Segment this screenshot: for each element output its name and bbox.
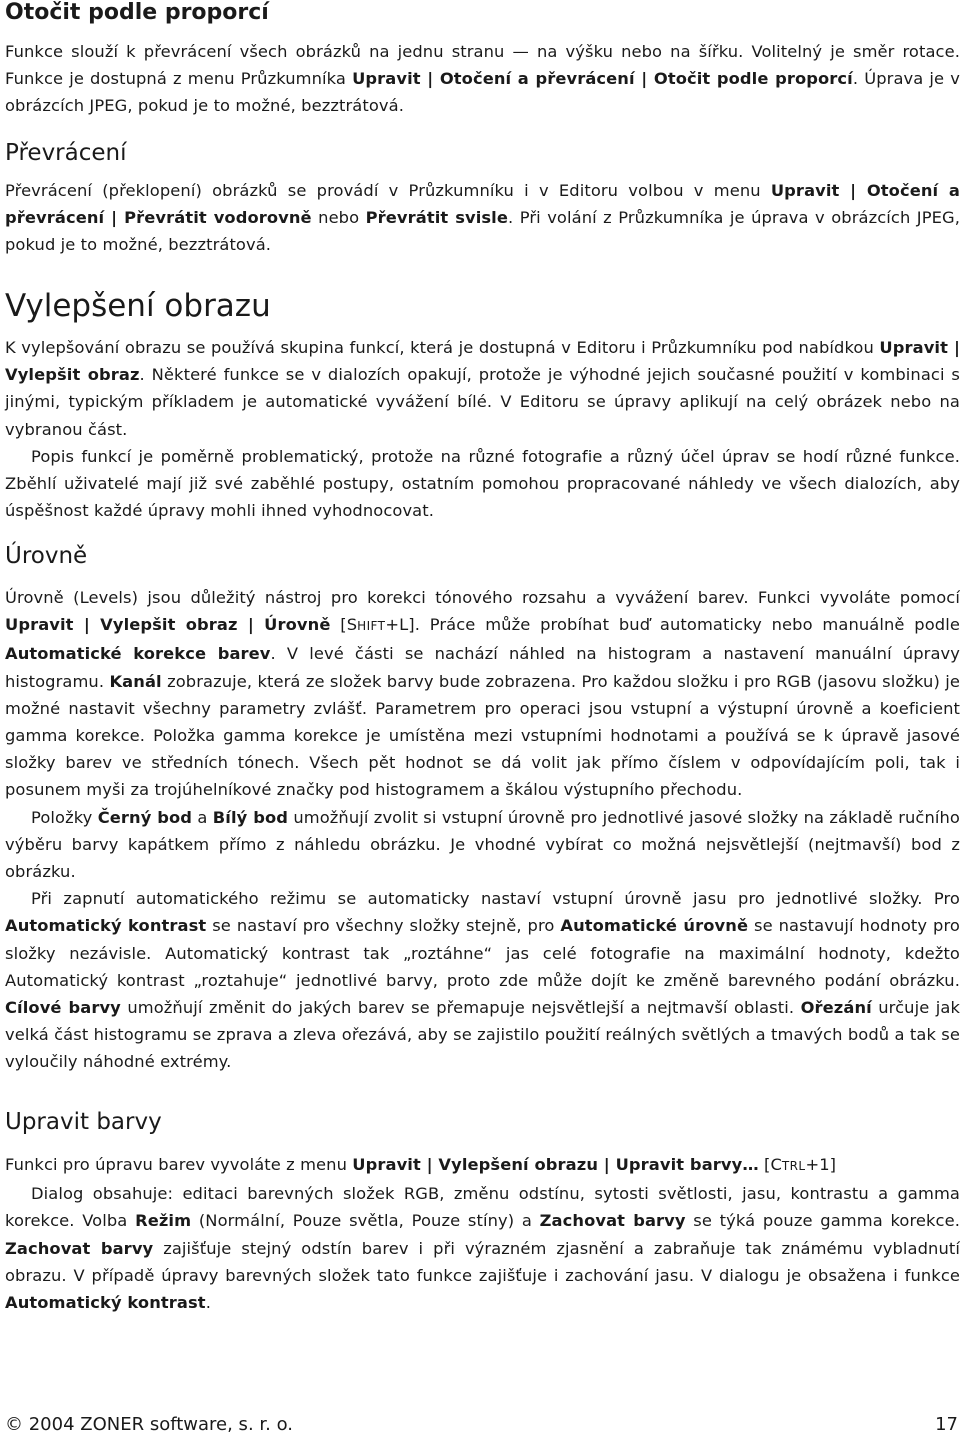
term: Automatický kontrast xyxy=(5,916,207,936)
paragraph xyxy=(5,885,960,1075)
text: se nastaví pro všechny složky stejně, pro xyxy=(206,916,561,936)
section-vylepseni xyxy=(5,288,960,524)
section-upravit-barvy xyxy=(5,1108,960,1316)
term: Černý bod xyxy=(97,807,193,827)
term: Ořezání xyxy=(800,998,872,1018)
term: Automatický kontrast xyxy=(5,1293,206,1313)
paragraph xyxy=(5,584,960,804)
section-heading: Otočit podle proporcí xyxy=(5,0,269,25)
section-heading: Převrácení xyxy=(5,140,127,166)
term: Bílý bod xyxy=(212,807,288,827)
text: a xyxy=(192,807,213,827)
term: Zachovat barvy xyxy=(5,1238,154,1258)
section-heading: Upravit barvy xyxy=(5,1109,162,1135)
section-otocit xyxy=(5,0,960,120)
shortcut-key-rest: HIFT xyxy=(357,619,386,634)
text: zajišťuje stejný odstín barev i při výrazném zjasnění a zabraňuje tak známému vybladnutí obrazu. V případě úpravy barevných složek tato funkce zajišťuje i zachování jasu. V dialogu je obsažena i funkce xyxy=(5,1238,960,1285)
text: Položky xyxy=(31,807,98,827)
section-prevraceni xyxy=(5,139,960,259)
section-urovne xyxy=(5,542,960,1076)
page-number: 17 xyxy=(935,1414,958,1435)
menu-item: Převrátit svisle xyxy=(365,208,509,228)
text: . V levé části se nachází náhled na histogram a nastavení manuální úpravy histogramu. xyxy=(5,644,960,691)
text: [ xyxy=(330,615,347,635)
document-page xyxy=(5,0,960,1439)
section-heading: Vylepšení obrazu xyxy=(5,288,271,324)
term: Cílové barvy xyxy=(5,998,121,1018)
paragraph xyxy=(5,38,960,120)
paragraph xyxy=(5,804,960,886)
term: Automatické úrovně xyxy=(560,916,749,936)
text: . Některé funkce se v dialozích opakují, protože je výhodné jejich současné použití v kombinaci s jinými, typickým příkladem je automatické vyvážení bílé. V Editoru se úpravy aplikují na celý obrázek nebo na vybranou část. xyxy=(5,365,960,439)
menu-path: Upravit | Otočení a převrácení | Otočit podle proporcí xyxy=(352,69,853,89)
text: určuje jak velká část histogramu se zprava a zleva ořezává, aby se zajistilo použití reálných světlých a tmavých bodů a tak se vyloučily náhodné extrémy. xyxy=(5,998,960,1072)
menu-path: Upravit | Otočení a převrácení | Převrátit vodorovně xyxy=(5,181,960,228)
text: +L]. Práce může probíhat buď automaticky nebo manuálně podle xyxy=(385,615,960,635)
term: Automatické korekce barev xyxy=(5,644,271,664)
text: Funkce slouží k převrácení všech obrázků na jednu stranu — na výšku nebo na šířku. Volitelný je směr rotace. Funkce je dostupná z menu Průzkumníka xyxy=(5,42,960,89)
text: se týká pouze gamma korekce. xyxy=(685,1211,960,1231)
text: Funkci pro úpravu barev vyvoláte z menu xyxy=(5,1155,353,1174)
text: [ xyxy=(758,1155,771,1174)
term: Kanál xyxy=(109,671,162,691)
text: . Úprava je v obrázcích JPEG, pokud je to možné, bezztrátová. xyxy=(5,69,960,116)
text: umožňují změnit do jakých barev se přemapuje nejsvětlejší a nejtmavší oblasti. xyxy=(120,998,801,1018)
text: . Při volání z Průzkumníka je úprava v obrázcích JPEG, pokud je to možné, bezztrátová. xyxy=(5,208,960,255)
text: (Normální, Pouze světla, Pouze stíny) a xyxy=(191,1211,540,1231)
text: Úrovně (Levels) jsou důležitý nástroj pro korekci tónového rozsahu a vyvážení barev. Funkci vyvoláte pomocí xyxy=(5,588,960,607)
text: Převrácení (překlopení) obrázků se provádí v Průzkumníku i v Editoru volbou v menu xyxy=(5,181,771,200)
menu-path: Upravit | Vylepšení obrazu | Upravit barvy… xyxy=(352,1155,759,1174)
text: K vylepšování obrazu se používá skupina funkcí, která je dostupná v Editoru i Průzkumníku pod nabídkou xyxy=(5,338,880,357)
page-footer xyxy=(5,1411,960,1439)
term: Zachovat barvy xyxy=(539,1211,686,1231)
shortcut-key-initial: C xyxy=(770,1155,782,1174)
text: Při zapnutí automatického režimu se automaticky nastaví vstupní úrovně jasu pro jednotlivé složky. Pro xyxy=(31,889,960,909)
text: . xyxy=(205,1293,211,1313)
shortcut-key-rest: TRL xyxy=(781,1159,806,1173)
text: umožňují zvolit si vstupní úrovně pro jednotlivé jasové složky na základě ručního výběru barvy kapátkem přímo z náhledu obrázku. Je vhodné vybírat co možná nejsvětlejší (nejtmavší) bod z obrázku. xyxy=(5,807,960,882)
menu-path: Upravit | Vylepšit obraz | Úrovně xyxy=(5,615,331,635)
text: nebo xyxy=(311,208,366,228)
term: Režim xyxy=(135,1211,192,1231)
paragraph xyxy=(5,177,960,259)
paragraph xyxy=(5,334,960,443)
shortcut-key-initial: S xyxy=(346,615,358,635)
text: +1] xyxy=(805,1155,837,1174)
text: se nastavují hodnoty pro složky nezávisle. Automatický kontrast tak „roztáhne“ jas celé fotografie na maximální hodnoty, kdežto Automatický kontrast „roztahuje“ jednotlivé barvy, proto zde může dojít ke změně barevného podání obrázku. xyxy=(5,916,960,990)
paragraph xyxy=(5,1180,960,1316)
menu-path: Upravit | Vylepšit obraz xyxy=(5,338,960,385)
paragraph xyxy=(5,1151,960,1180)
text: Dialog obsahuje: editaci barevných složek RGB, změnu odstínu, sytosti světlosti, jasu, kontrastu a gamma korekce. Volba xyxy=(5,1184,960,1231)
text: zobrazuje, která ze složek barvy bude zobrazena. Pro každou složku i pro RGB (jasovu složku) je možné nastavit všechny parametry zvlášť. Parametrem pro operaci jsou vstupní a výstupní úrovně a koeficient gamma korekce. Položka gamma korekce je umístěna mezi vstupními hodnotami a používá se k úpravě jasové složky barev ve středních tónech. Všech pět hodnot se dá volit jak přímo číslem v odpovídajícím poli, tak i posunem myši za trojúhelníkové značky pod histogramem a škálou výstupního přechodu. xyxy=(5,671,960,800)
paragraph: Popis funkcí je poměrně problematický, protože na různé fotografie a různý účel úprav se hodí různé funkce. Zběhlí uživatelé mají již své zaběhlé postupy, ostatním pomohou propracované náhledy ve všech dialozích, aby úspěšnost každé úpravy mohli ihned vyhodnocovat. xyxy=(5,446,960,521)
section-heading: Úrovně xyxy=(5,543,88,569)
copyright-text: © 2004 ZONER software, s. r. o. xyxy=(5,1414,293,1435)
